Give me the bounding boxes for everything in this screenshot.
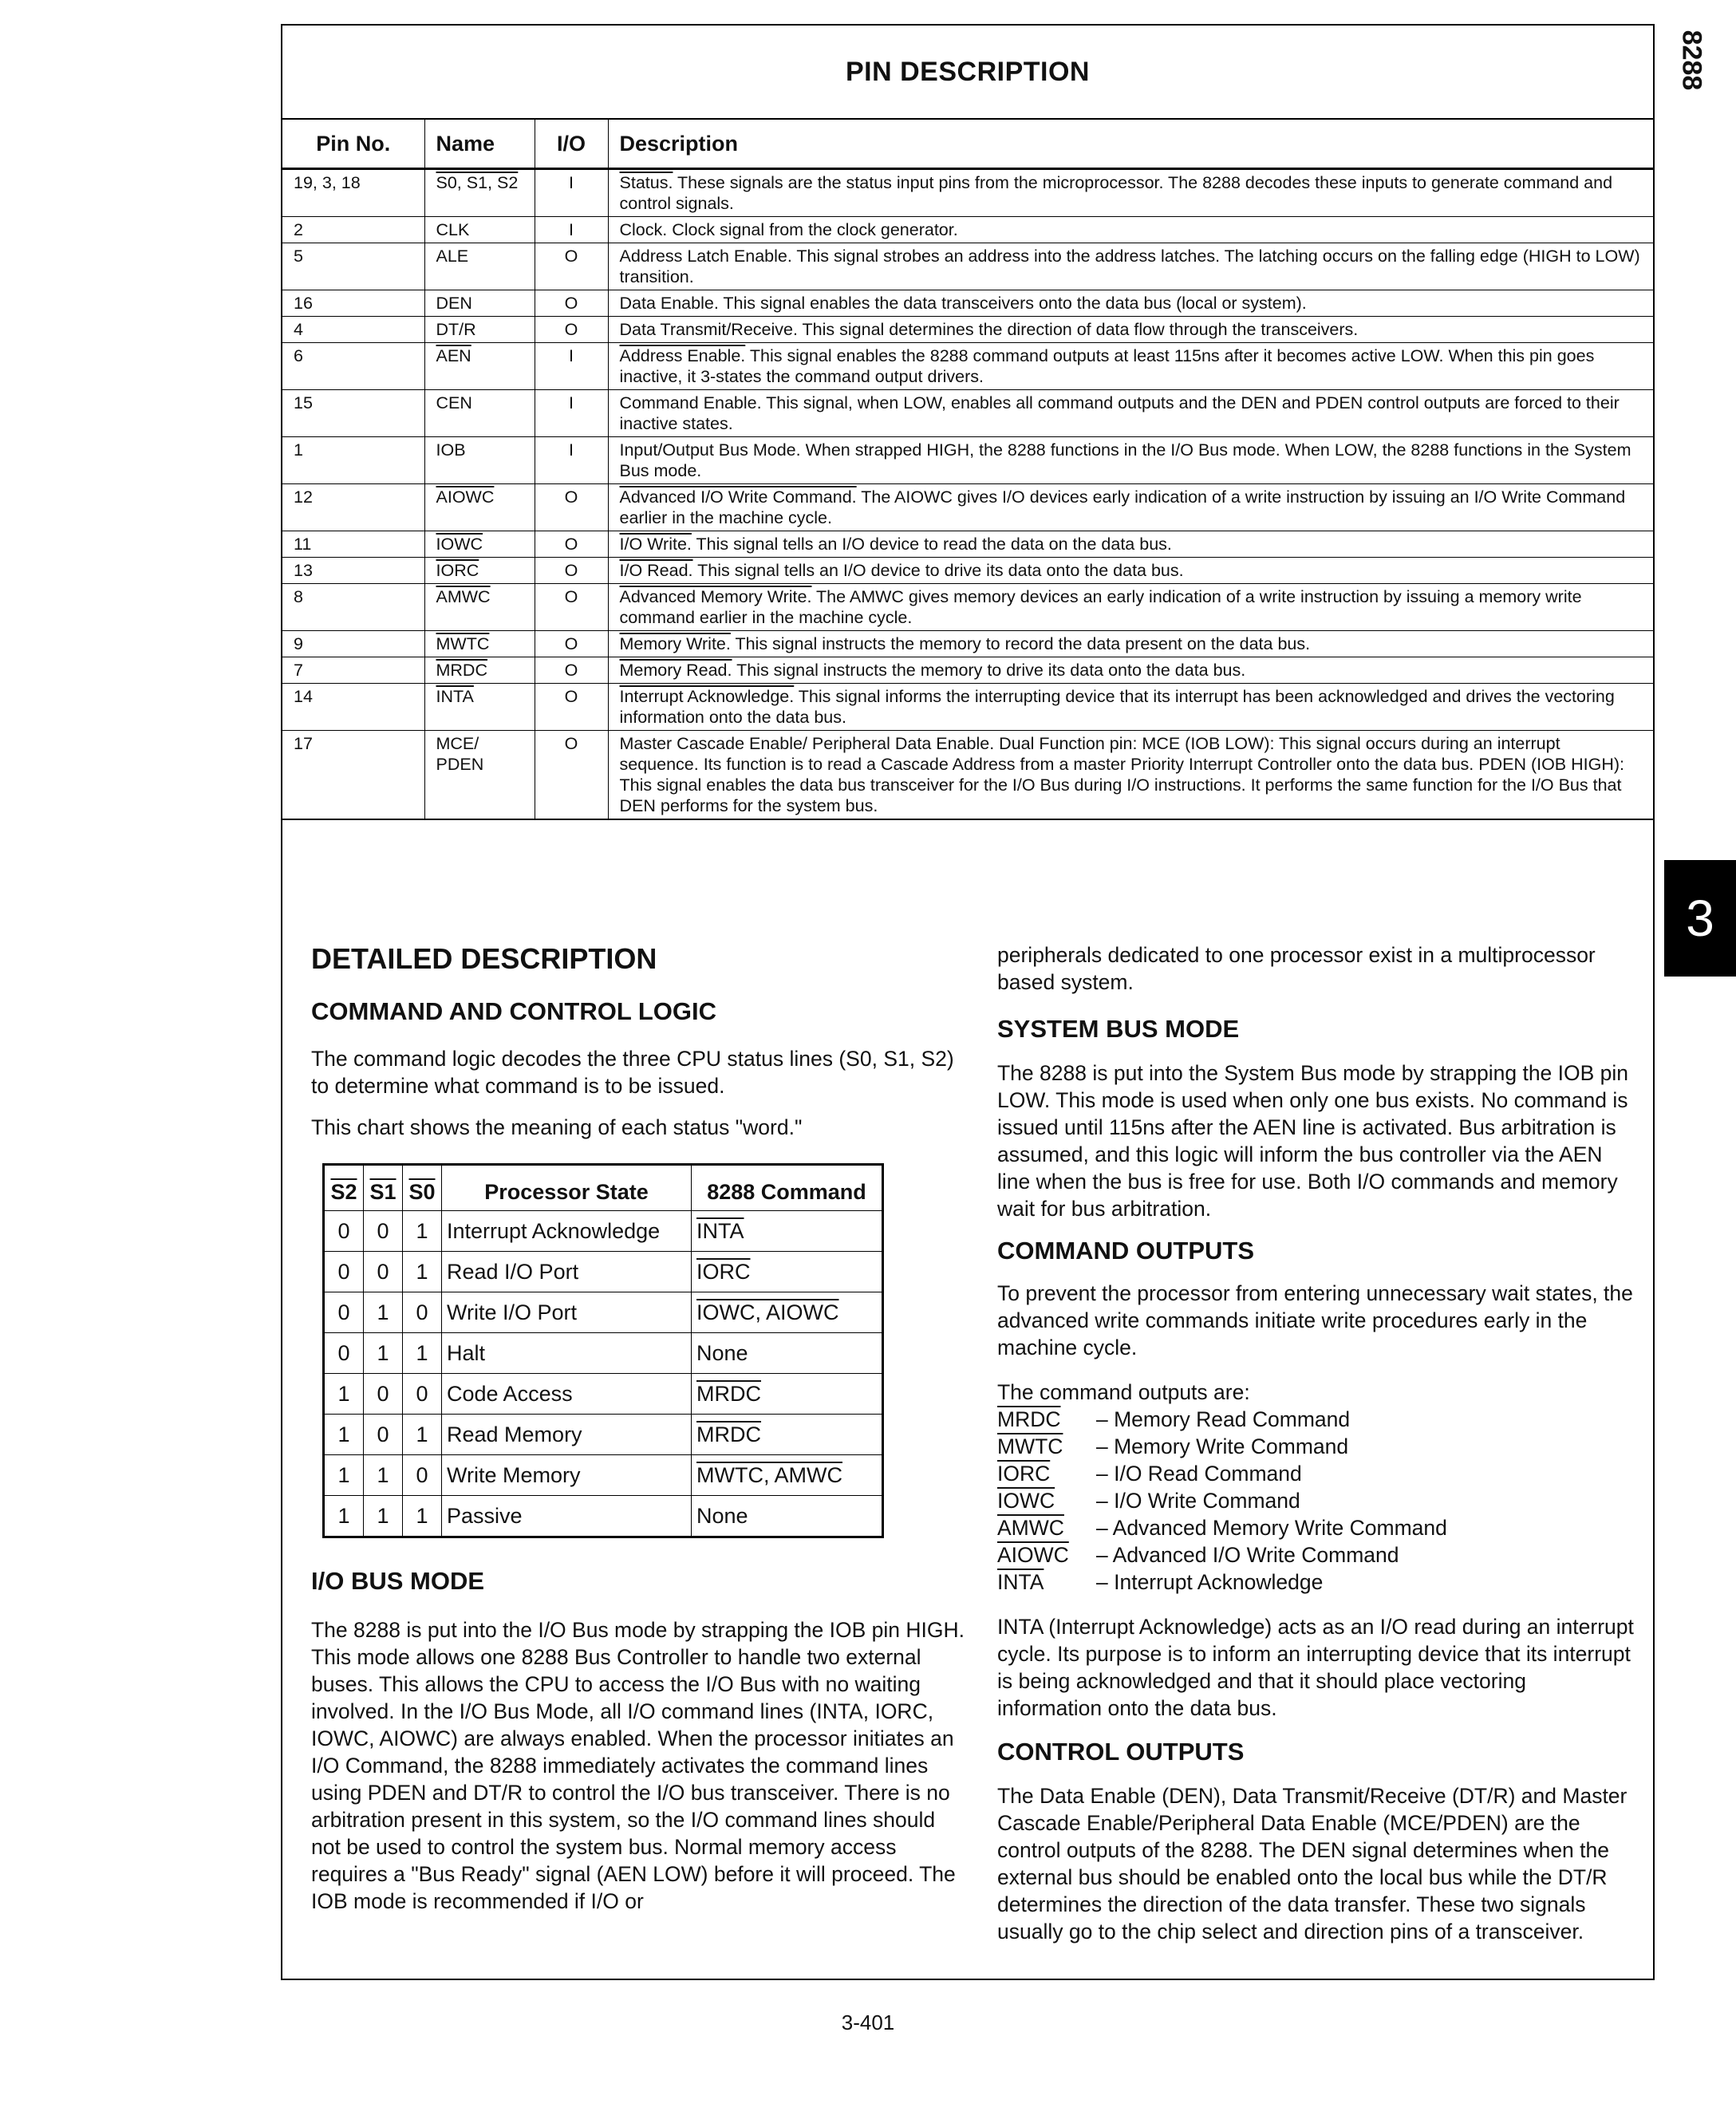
pin-name: S0, S1, S2 bbox=[424, 169, 535, 217]
pin-name: ALE bbox=[424, 243, 535, 290]
pin-name: MRDC bbox=[424, 657, 535, 684]
command-outputs-intro: The command outputs are: bbox=[997, 1380, 1250, 1404]
s0-value: 0 bbox=[403, 1292, 442, 1333]
table-row bbox=[282, 390, 1653, 437]
pin-io: O bbox=[535, 731, 608, 820]
pin-text: This signal enables the 8288 command outputs at least 115ns after it becomes active LOW. When this pin goes inactive, it 3-states the command output drivers. bbox=[619, 346, 1595, 386]
pin-io: I bbox=[535, 437, 608, 484]
command-value: INTA bbox=[692, 1211, 883, 1252]
pin-number: 1 bbox=[282, 437, 424, 484]
table-row bbox=[324, 1374, 883, 1415]
pin-name: CEN bbox=[424, 390, 535, 437]
pin-io: I bbox=[535, 217, 608, 243]
s0-value: 0 bbox=[403, 1455, 442, 1496]
processor-state: Write Memory bbox=[442, 1455, 692, 1496]
processor-state: Halt bbox=[442, 1333, 692, 1374]
pin-term: Interrupt Acknowledge. bbox=[619, 687, 795, 706]
pin-description bbox=[608, 390, 1653, 437]
processor-state: Interrupt Acknowledge bbox=[442, 1211, 692, 1252]
table-row bbox=[282, 243, 1653, 290]
pin-description bbox=[608, 584, 1653, 631]
part-number-side-label: 8288 bbox=[1676, 30, 1707, 90]
pin-term: Command Enable. bbox=[619, 393, 762, 412]
pin-text: These signals are the status input pins from the microprocessor. The 8288 decodes these inputs to generate command and control signals. bbox=[619, 173, 1613, 213]
pin-name: CLK bbox=[424, 217, 535, 243]
table-row bbox=[324, 1211, 883, 1252]
processor-state: Write I/O Port bbox=[442, 1292, 692, 1333]
pin-description-table bbox=[282, 120, 1653, 820]
pin-description-title: PIN DESCRIPTION bbox=[282, 26, 1653, 120]
table-row bbox=[282, 343, 1653, 390]
header-description: Description bbox=[608, 120, 1653, 169]
s0-value: 1 bbox=[403, 1415, 442, 1455]
pin-name: DT/R bbox=[424, 317, 535, 343]
command-logic-paragraph: The command logic decodes the three CPU status lines (S0, S1, S2) to determine what command is to be issued. bbox=[311, 1047, 954, 1098]
table-row bbox=[282, 584, 1653, 631]
s2-value: 0 bbox=[324, 1333, 364, 1374]
command-value: None bbox=[692, 1333, 883, 1374]
pin-io: O bbox=[535, 558, 608, 584]
pin-text: This signal enables the data transceivers onto the data bus (local or system). bbox=[718, 294, 1307, 313]
s2-value: 1 bbox=[324, 1496, 364, 1537]
list-item bbox=[997, 1514, 1635, 1541]
command-name: MWTC bbox=[997, 1434, 1063, 1458]
pin-io: I bbox=[535, 343, 608, 390]
command-desc: – Advanced I/O Write Command bbox=[1096, 1543, 1399, 1567]
list-item bbox=[997, 1569, 1635, 1596]
s2-value: 1 bbox=[324, 1415, 364, 1455]
command-desc: – I/O Write Command bbox=[1096, 1489, 1300, 1513]
pin-text: When strapped HIGH, the 8288 functions in the I/O Bus mode. When LOW, the 8288 functions in the System Bus mode. bbox=[619, 440, 1631, 480]
table-row bbox=[324, 1333, 883, 1374]
list-item bbox=[997, 1406, 1635, 1433]
table-row bbox=[324, 1455, 883, 1496]
pin-name: IOB bbox=[424, 437, 535, 484]
command-outputs-paragraph: To prevent the processor from entering unnecessary wait states, the advanced write commands initiate write procedures early in the machine cycle. bbox=[997, 1281, 1633, 1359]
processor-state: Code Access bbox=[442, 1374, 692, 1415]
pin-number: 7 bbox=[282, 657, 424, 684]
table-row bbox=[282, 631, 1653, 657]
pin-description bbox=[608, 731, 1653, 820]
pin-text: This signal, when LOW, enables all command outputs and the DEN and PDEN control outputs are forced to their inactive states. bbox=[619, 393, 1620, 433]
pin-term: Address Enable. bbox=[619, 346, 746, 365]
table-row bbox=[282, 531, 1653, 558]
pin-text: Clock signal from the clock generator. bbox=[667, 220, 958, 239]
command-name: AMWC bbox=[997, 1516, 1064, 1540]
table-row bbox=[282, 731, 1653, 820]
command-name: MRDC bbox=[997, 1407, 1061, 1431]
command-outputs-heading: COMMAND OUTPUTS bbox=[997, 1237, 1255, 1265]
io-bus-mode-heading: I/O BUS MODE bbox=[311, 1567, 485, 1595]
s0-value: 1 bbox=[403, 1333, 442, 1374]
command-output-list bbox=[997, 1406, 1635, 1596]
processor-state: Read I/O Port bbox=[442, 1252, 692, 1292]
table-row bbox=[282, 290, 1653, 317]
pin-description bbox=[608, 531, 1653, 558]
pin-io: I bbox=[535, 169, 608, 217]
pin-term: Memory Read. bbox=[619, 661, 732, 680]
s1-value: 1 bbox=[364, 1292, 403, 1333]
table-row bbox=[324, 1415, 883, 1455]
chart-intro-paragraph: This chart shows the meaning of each status "word." bbox=[311, 1115, 803, 1139]
header-processor-state: Processor State bbox=[442, 1165, 692, 1211]
pin-text: This signal instructs the memory to record the data present on the data bus. bbox=[730, 634, 1311, 653]
table-row bbox=[282, 217, 1653, 243]
control-outputs-paragraph: The Data Enable (DEN), Data Transmit/Receive (DT/R) and Master Cascade Enable/Peripheral Data Enable (MCE/PDEN) are the control outputs of the 8288. The DEN signal determines when the external bus should be enabled onto the local bus while the DT/R determines the direction of the data transfer. These two signals usually go to the chip select and direction pins of a transceiver. bbox=[997, 1784, 1628, 1943]
processor-state: Passive bbox=[442, 1496, 692, 1537]
pin-name: MCE/ PDEN bbox=[424, 731, 535, 820]
s2-value: 0 bbox=[324, 1252, 364, 1292]
s2-value: 0 bbox=[324, 1211, 364, 1252]
pin-name: AIOWC bbox=[424, 484, 535, 531]
detailed-description-heading: DETAILED DESCRIPTION bbox=[311, 942, 657, 975]
pin-text: This signal tells an I/O device to drive its data onto the data bus. bbox=[692, 561, 1184, 580]
pin-description bbox=[608, 169, 1653, 217]
pin-name: MWTC bbox=[424, 631, 535, 657]
pin-term: Advanced Memory Write. bbox=[619, 587, 812, 606]
command-value: IOWC, AIOWC bbox=[692, 1292, 883, 1333]
pin-term: Status. bbox=[619, 173, 673, 192]
pin-io: O bbox=[535, 290, 608, 317]
pin-number: 6 bbox=[282, 343, 424, 390]
page-frame bbox=[281, 24, 1655, 1980]
processor-state: Read Memory bbox=[442, 1415, 692, 1455]
pin-term: Input/Output Bus Mode. bbox=[619, 440, 801, 460]
pin-number: 4 bbox=[282, 317, 424, 343]
pin-io: O bbox=[535, 317, 608, 343]
pin-io: O bbox=[535, 243, 608, 290]
pin-name: IOWC bbox=[424, 531, 535, 558]
table-row bbox=[282, 317, 1653, 343]
pin-description bbox=[608, 317, 1653, 343]
pin-description bbox=[608, 437, 1653, 484]
s0-value: 1 bbox=[403, 1496, 442, 1537]
table-row bbox=[282, 558, 1653, 584]
inta-paragraph: INTA (Interrupt Acknowledge) acts as an I/O read during an interrupt cycle. Its purpose is to inform an interrupting device that its interrupt is being acknowledged and that it should place vectoring information onto the data bus. bbox=[997, 1615, 1634, 1720]
table-row bbox=[282, 484, 1653, 531]
pin-number: 2 bbox=[282, 217, 424, 243]
system-bus-mode-heading: SYSTEM BUS MODE bbox=[997, 1015, 1240, 1043]
pin-io: O bbox=[535, 531, 608, 558]
list-item bbox=[997, 1460, 1635, 1487]
s1-value: 1 bbox=[364, 1496, 403, 1537]
header-pin-no: Pin No. bbox=[282, 120, 424, 169]
table-row bbox=[324, 1496, 883, 1537]
pin-number: 16 bbox=[282, 290, 424, 317]
pin-number: 14 bbox=[282, 684, 424, 731]
pin-text: This signal instructs the memory to drive its data onto the data bus. bbox=[732, 661, 1246, 680]
pin-description bbox=[608, 290, 1653, 317]
status-table-header-row bbox=[324, 1165, 883, 1211]
s1-value: 1 bbox=[364, 1455, 403, 1496]
list-item bbox=[997, 1433, 1635, 1460]
list-item bbox=[997, 1487, 1635, 1514]
pin-number: 11 bbox=[282, 531, 424, 558]
command-name: IOWC bbox=[997, 1489, 1055, 1513]
command-value: IORC bbox=[692, 1252, 883, 1292]
pin-term: I/O Read. bbox=[619, 561, 693, 580]
pin-text: This signal tells an I/O device to read the data on the data bus. bbox=[691, 535, 1172, 554]
system-bus-mode-paragraph: The 8288 is put into the System Bus mode by strapping the IOB pin LOW. This mode is used when only one bus exists. No command is issued until 115ns after the AEN line is activated. Bus arbitration is assumed, and this logic will inform the bus controller via the AEN line when the bus is free for use. Both I/O commands and memory wait for bus arbitration. bbox=[997, 1061, 1629, 1221]
pin-term: Memory Write. bbox=[619, 634, 731, 653]
pin-description bbox=[608, 343, 1653, 390]
command-desc: – Interrupt Acknowledge bbox=[1096, 1570, 1324, 1594]
command-value: MWTC, AMWC bbox=[692, 1455, 883, 1496]
pin-text: This signal strobes an address into the address latches. The latching occurs on the falling edge (HIGH to LOW) transition. bbox=[619, 247, 1640, 286]
pin-text: This signal determines the direction of data flow through the transceivers. bbox=[797, 320, 1359, 339]
chapter-tab: 3 bbox=[1664, 860, 1736, 977]
pin-name: DEN bbox=[424, 290, 535, 317]
pin-table-header-row bbox=[282, 120, 1653, 169]
s2-value: 0 bbox=[324, 1292, 364, 1333]
control-outputs-heading: CONTROL OUTPUTS bbox=[997, 1738, 1245, 1766]
pin-term: Data Transmit/Receive. bbox=[619, 320, 798, 339]
pin-io: O bbox=[535, 631, 608, 657]
s1-value: 0 bbox=[364, 1374, 403, 1415]
table-row bbox=[282, 657, 1653, 684]
header-8288-command: 8288 Command bbox=[692, 1165, 883, 1211]
pin-number: 8 bbox=[282, 584, 424, 631]
command-desc: – Advanced Memory Write Command bbox=[1096, 1516, 1447, 1540]
header-s1: S1 bbox=[364, 1165, 403, 1211]
io-bus-mode-paragraph: The 8288 is put into the I/O Bus mode by strapping the IOB pin HIGH. This mode allows one 8288 Bus Controller to handle two external buses. This allows the CPU to access the I/O Bus with no waiting involved. In the I/O Bus Mode, all I/O command lines (INTA, IORC, IOWC, AIOWC) are always enabled. When the processor initiates an I/O Command, the 8288 immediately activates the command lines using PDEN and DT/R to control the I/O bus transceiver. There is no arbitration present in this system, so the I/O command lines should not be used to control the system bus. Normal memory access requires a "Bus Ready" signal (AEN LOW) before it will proceed. The IOB mode is recommended if I/O or bbox=[311, 1618, 965, 1913]
header-name: Name bbox=[424, 120, 535, 169]
table-row bbox=[282, 169, 1653, 217]
command-name: AIOWC bbox=[997, 1543, 1069, 1567]
continued-paragraph: peripherals dedicated to one processor exist in a multiprocessor based system. bbox=[997, 943, 1596, 994]
pin-number: 19, 3, 18 bbox=[282, 169, 424, 217]
s0-value: 1 bbox=[403, 1211, 442, 1252]
command-desc: – Memory Write Command bbox=[1096, 1434, 1349, 1458]
pin-text: The AIOWC gives I/O devices early indication of a write instruction by issuing an I/O Write Command earlier in the machine cycle. bbox=[619, 487, 1626, 527]
command-desc: – Memory Read Command bbox=[1096, 1407, 1351, 1431]
table-row bbox=[324, 1292, 883, 1333]
table-row bbox=[282, 437, 1653, 484]
pin-number: 13 bbox=[282, 558, 424, 584]
pin-description bbox=[608, 243, 1653, 290]
s1-value: 0 bbox=[364, 1415, 403, 1455]
pin-description bbox=[608, 657, 1653, 684]
pin-term: Address Latch Enable. bbox=[619, 247, 792, 266]
header-s2: S2 bbox=[324, 1165, 364, 1211]
command-name: IORC bbox=[997, 1462, 1051, 1486]
pin-io: O bbox=[535, 684, 608, 731]
pin-number: 17 bbox=[282, 731, 424, 820]
pin-term: Master Cascade Enable/ Peripheral Data Enable. bbox=[619, 734, 995, 753]
pin-description bbox=[608, 217, 1653, 243]
pin-name: IORC bbox=[424, 558, 535, 584]
header-io: I/O bbox=[535, 120, 608, 169]
pin-name: $\overline{AEN}$ bbox=[424, 343, 535, 390]
pin-io: O bbox=[535, 657, 608, 684]
command-control-logic-heading: COMMAND AND CONTROL LOGIC bbox=[311, 997, 717, 1025]
pin-term: Clock. bbox=[619, 220, 668, 239]
pin-term: Data Enable. bbox=[619, 294, 719, 313]
command-desc: – I/O Read Command bbox=[1096, 1462, 1302, 1486]
pin-io: I bbox=[535, 390, 608, 437]
s1-value: 0 bbox=[364, 1211, 403, 1252]
pin-number: 9 bbox=[282, 631, 424, 657]
right-column bbox=[997, 941, 1635, 1945]
pin-term: Advanced I/O Write Command. bbox=[619, 487, 857, 507]
table-row bbox=[282, 684, 1653, 731]
header-s0: S0 bbox=[403, 1165, 442, 1211]
s0-value: 1 bbox=[403, 1252, 442, 1292]
command-value: MRDC bbox=[692, 1415, 883, 1455]
pin-number: 15 bbox=[282, 390, 424, 437]
command-name: INTA bbox=[997, 1570, 1044, 1594]
pin-text: The AMWC gives memory devices an early indication of a write instruction by issuing a memory write command earlier in the machine cycle. bbox=[619, 587, 1582, 627]
pin-io: O bbox=[535, 584, 608, 631]
pin-description bbox=[608, 558, 1653, 584]
pin-description bbox=[608, 484, 1653, 531]
pin-name: INTA bbox=[424, 684, 535, 731]
s0-value: 0 bbox=[403, 1374, 442, 1415]
s1-value: 1 bbox=[364, 1333, 403, 1374]
pin-number: 5 bbox=[282, 243, 424, 290]
status-word-table bbox=[322, 1163, 884, 1538]
pin-description bbox=[608, 631, 1653, 657]
pin-name: AMWC bbox=[424, 584, 535, 631]
command-value: None bbox=[692, 1496, 883, 1537]
pin-number: 12 bbox=[282, 484, 424, 531]
pin-text: This signal informs the interrupting device that its interrupt has been acknowledged and drives the vectoring information onto the data bus. bbox=[619, 687, 1615, 727]
page-number: 3-401 bbox=[841, 2010, 895, 2034]
left-column bbox=[311, 941, 965, 1915]
s2-value: 1 bbox=[324, 1374, 364, 1415]
command-value: MRDC bbox=[692, 1374, 883, 1415]
pin-text: Dual Function pin: MCE (IOB LOW): This signal occurs during an interrupt sequence. Its function is to read a Cascade Address from a master Priority Interrupt Controller onto the data bus. PDEN (IOB HIGH): This signal enables the data bus transceiver for the I/O Bus during I/O instructions. It performs the same function for the I/O Bus that DEN performs for the system bus. bbox=[619, 734, 1625, 815]
list-item bbox=[997, 1541, 1635, 1569]
pin-description bbox=[608, 684, 1653, 731]
pin-term: I/O Write. bbox=[619, 535, 692, 554]
table-row bbox=[324, 1252, 883, 1292]
s2-value: 1 bbox=[324, 1455, 364, 1496]
s1-value: 0 bbox=[364, 1252, 403, 1292]
pin-io: O bbox=[535, 484, 608, 531]
